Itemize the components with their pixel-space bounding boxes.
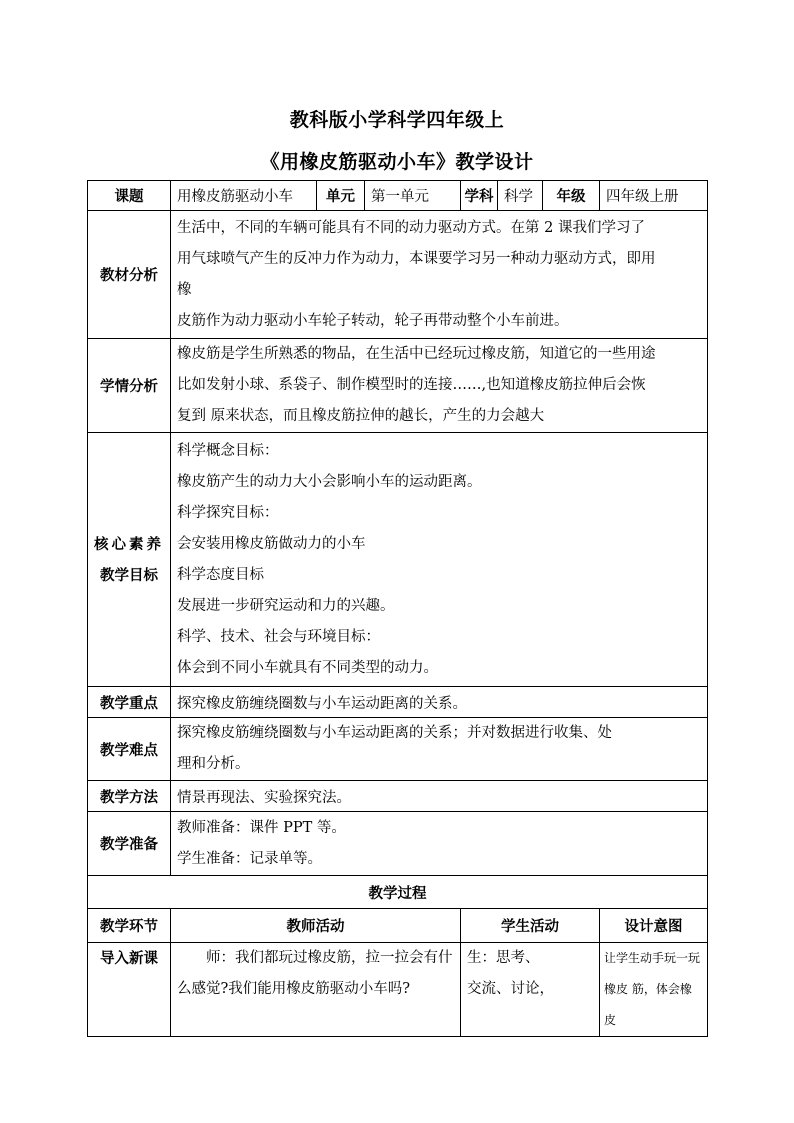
core-goals-label: 核心素养 教学目标 <box>88 433 171 687</box>
subject-value: 科学 <box>498 181 543 211</box>
lesson-plan-table <box>87 180 708 1037</box>
student-analysis-label: 学情分析 <box>88 339 171 433</box>
method-text: 情景再现法、实验探究法。 <box>171 781 708 812</box>
preparation-label: 教学准备 <box>88 812 171 876</box>
material-analysis-row <box>88 211 708 339</box>
unit-value: 第一单元 <box>365 181 461 211</box>
column-intent: 设计意图 <box>600 909 708 943</box>
core-goals-row <box>88 433 708 687</box>
subject-label: 学科 <box>461 181 498 211</box>
preparation-text: 教师准备：课件 PPT 等。 学生准备：记录单等。 <box>171 812 708 876</box>
lesson-title: 《用橡皮筋驱动小车》教学设计 <box>260 151 534 173</box>
student-analysis-row <box>88 339 708 433</box>
method-label: 教学方法 <box>88 781 171 812</box>
table-row <box>88 943 708 1037</box>
column-student: 学生活动 <box>461 909 600 943</box>
stage-cell: 导入新课 <box>88 943 171 1037</box>
column-stage: 教学环节 <box>88 909 171 943</box>
process-header: 教学过程 <box>88 876 708 909</box>
difficulty-row <box>88 718 708 781</box>
core-goals-text: 科学概念目标： 橡皮筋产生的动力大小会影响小车的运动距离。 科学探究目标： 会安装用橡皮筋做动力的小车 科学态度目标 发展进一步研究运动和力的兴趣。 科学、技术、社会与环境目标： 体会到不同小车就具有不同类型的动力。 <box>171 433 708 687</box>
difficulty-label: 教学难点 <box>88 718 171 781</box>
key-point-label: 教学重点 <box>88 687 171 718</box>
process-header-row <box>88 876 708 909</box>
key-point-row <box>88 687 708 718</box>
topic-value: 用橡皮筋驱动小车 <box>171 181 317 211</box>
column-teacher: 教师活动 <box>171 909 461 943</box>
grade-value: 四年级上册 <box>600 181 708 211</box>
method-row <box>88 781 708 812</box>
unit-label: 单元 <box>317 181 365 211</box>
topic-label: 课题 <box>88 181 171 211</box>
preparation-row <box>88 812 708 876</box>
student-analysis-text: 橡皮筋是学生所熟悉的物品，在生活中已经玩过橡皮筋，知道它的一些用途 比如发射小球、系袋子、制作模型时的连接……,也知道橡皮筋拉伸后会恢 复到 原来状态，而且橡皮筋拉伸的越长，产生的力会越大 <box>171 339 708 433</box>
process-columns-row <box>88 909 708 943</box>
header-row <box>88 181 708 211</box>
material-analysis-text: 生活中，不同的车辆可能具有不同的动力驱动方式。在第 2 课我们学习了 用气球喷气产生的反冲力作为动力，本课要学习另一种动力驱动方式，即用 橡 皮筋作为动力驱动小车轮子转动，轮子再带动整个小车前进。 <box>171 211 708 339</box>
document-title: 教科版小学科学四年级上 <box>289 109 505 131</box>
student-activity-cell: 生：思考、 交流、讨论， <box>461 943 600 1037</box>
difficulty-text: 探究橡皮筋缠绕圈数与小车运动距离的关系；并对数据进行收集、处 理和分析。 <box>171 718 708 781</box>
grade-label: 年级 <box>543 181 600 211</box>
teacher-activity-cell: 师：我们都玩过橡皮筋，拉一拉会有什 么感觉?我们能用橡皮筋驱动小车吗? <box>171 943 461 1037</box>
key-point-text: 探究橡皮筋缠绕圈数与小车运动距离的关系。 <box>171 687 708 718</box>
material-analysis-label: 教材分析 <box>88 211 171 339</box>
intent-cell: 让学生动手玩一玩 橡皮 筋，体会橡皮 <box>600 943 708 1037</box>
